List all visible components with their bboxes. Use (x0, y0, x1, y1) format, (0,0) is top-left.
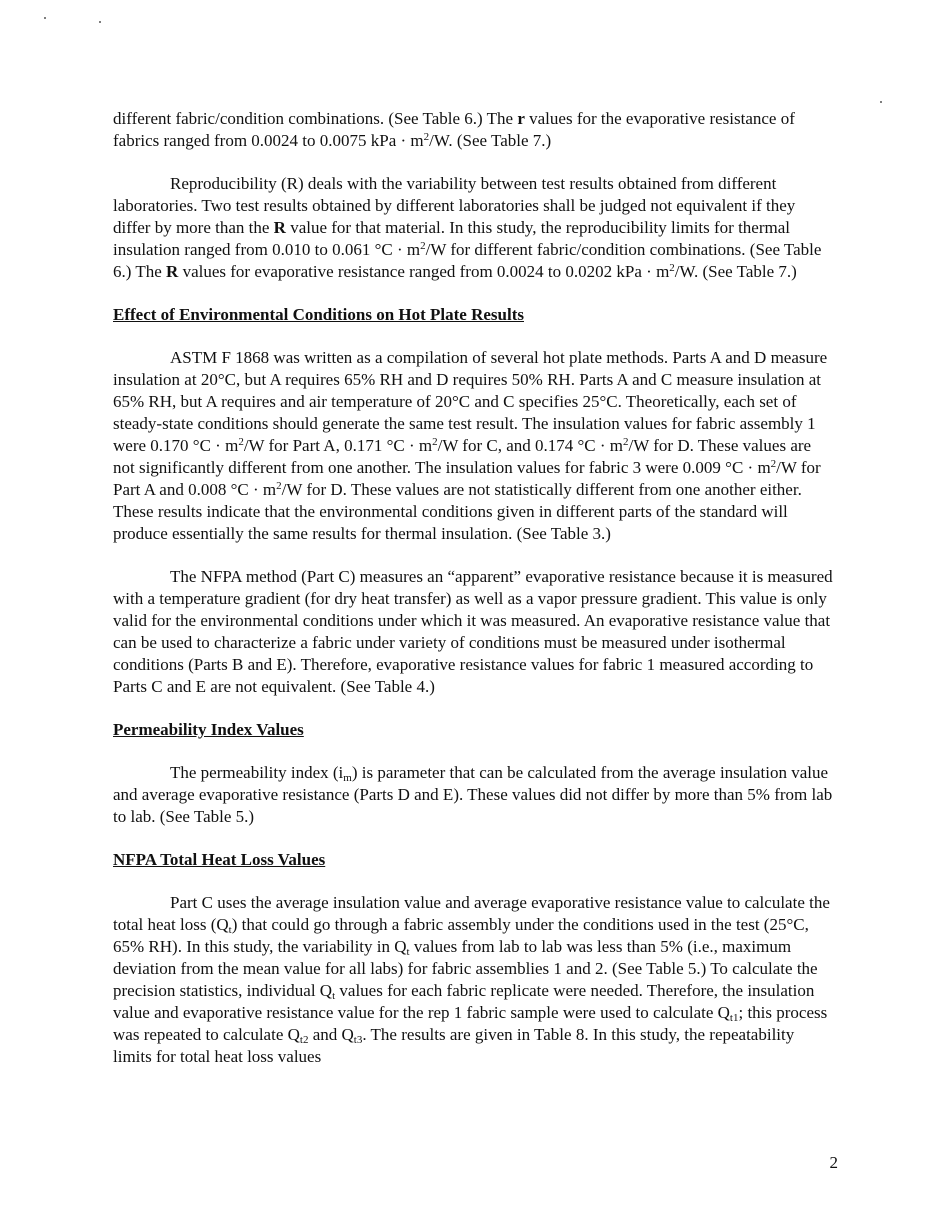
superscript: 2 (238, 436, 244, 448)
page-number: 2 (829, 1153, 838, 1172)
superscript: 2 (770, 458, 777, 470)
subscript: m (343, 772, 352, 784)
superscript: 2 (276, 480, 282, 492)
superscript: 2 (669, 262, 675, 274)
paragraph-total-heat-loss: Part C uses the average insulation value and average evaporative resistance value to calculate the total heat loss $(Q_t)$ that could go through a fabric assembly under the conditions used in the test (25°C, 65% RH). In this study, the variability in $Q_t$ values from lab to lab was less than 5% (i.e., maximum deviation from the mean value for all labs) for fabric assemblies 1 and 2. (See Table 5.) To calculate the precision statistics, individual $Q_t$ values for each fabric replicate were needed. Therefore, the insulation value and evaporative resistance value for the rep 1 fabric sample were used to calculate $Q_{t1}$; this process was repeated to calculate $Q_{t2}$ and $Q_{t3}$. The results are given in Table 8. In this study, the repeatability limits for total heat loss values (113, 893, 830, 1066)
scan-speck (44, 17, 46, 19)
subscript: t1 (729, 1012, 739, 1024)
paragraph-repeatability-continued: different fabric/condition combinations. (See Table 6.) The r values for the evaporative resistance of fabrics ranged from 0.0024 to 0.0075 kPa · $m^2/W$. (See Table 7.) (113, 109, 795, 150)
bold-text: r (517, 109, 525, 128)
paragraph-astm-f1868: ASTM F 1868 was written as a compilation of several hot plate methods. Parts A and D measure insulation at 20°C, but A requires 65% RH and D requires 50% RH. Parts A and C measure insulation at 65% RH, but A requires and air temperature of 20°C and C specifies 25°C. Theoretically, each set of steady-state conditions should generate the same test result. The insulation values for fabric assembly 1 were 0.170 $^\circ C \cdot m^2/W$ for Part A, 0.171 $^\circ C \cdot m^2/W$ for C, and 0.174 $^\circ C \cdot m^2/W$ for D. These values are not significantly different from one another. The insulation values for fabric 3 were 0.009 $^\circ C \cdot m^2/W$ for Part A and 0.008 $^\circ C \cdot m^2/W$ for D. These values are not statistically different from one another either. These results indicate that the environmental conditions given in different parts of the standard will produce essentially the same results for thermal insulation. (See Table 3.) (113, 348, 828, 543)
superscript: 2 (432, 436, 438, 448)
paragraph-reproducibility: Reproducibility (R) deals with the variability between test results obtained from different laboratories. Two test results obtained by different laboratories shall be judged not equivalent if they differ by more than the R value for that material. In this study, the reproducibility limits for thermal insulation ranged from 0.010 to 0.061 $^\circ C \cdot m^2/W$ for different fabric/condition combinations. (See Table 6.) The R values for evaporative resistance ranged from 0.0024 to 0.0202 kPa · $m^2/W$. (See Table 7.) (113, 174, 822, 281)
subscript: t2 (299, 1034, 309, 1046)
heading-total-heat-loss: NFPA Total Heat Loss Values (113, 850, 326, 869)
subscript: t (406, 946, 410, 958)
subscript: t3 (353, 1034, 363, 1046)
superscript: 2 (423, 131, 430, 143)
paragraph-permeability-index: The permeability index $(i_m)$ is parameter that can be calculated from the average insulation value and average evaporative resistance (Parts D and E). These values did not differ by more than 5% from lab to lab. (See Table 5.) (113, 763, 833, 826)
paragraph-nfpa-method: The NFPA method (Part C) measures an “apparent” evaporative resistance because it is measured with a temperature gradient (for dry heat transfer) as well as a vapor pressure gradient. This value is only valid for the environmental conditions under which it was measured. An evaporative resistance value that can be used to characterize a fabric under variety of conditions must be measured under isothermal conditions (Parts B and E). Therefore, evaporative resistance values for fabric 1 measured according to Parts C and E are not equivalent. (See Table 4.) (113, 567, 833, 696)
superscript: 2 (623, 436, 629, 448)
superscript: 2 (420, 240, 426, 252)
bold-text: R (273, 218, 286, 237)
bold-text: R (166, 262, 179, 281)
scan-speck (880, 101, 882, 103)
heading-environmental-conditions: Effect of Environmental Conditions on Hot Plate Results (113, 305, 524, 324)
scan-speck (99, 21, 101, 23)
heading-permeability-index: Permeability Index Values (113, 720, 304, 739)
subscript: t (228, 924, 232, 936)
document-body (113, 108, 835, 1089)
subscript: t (332, 990, 336, 1002)
